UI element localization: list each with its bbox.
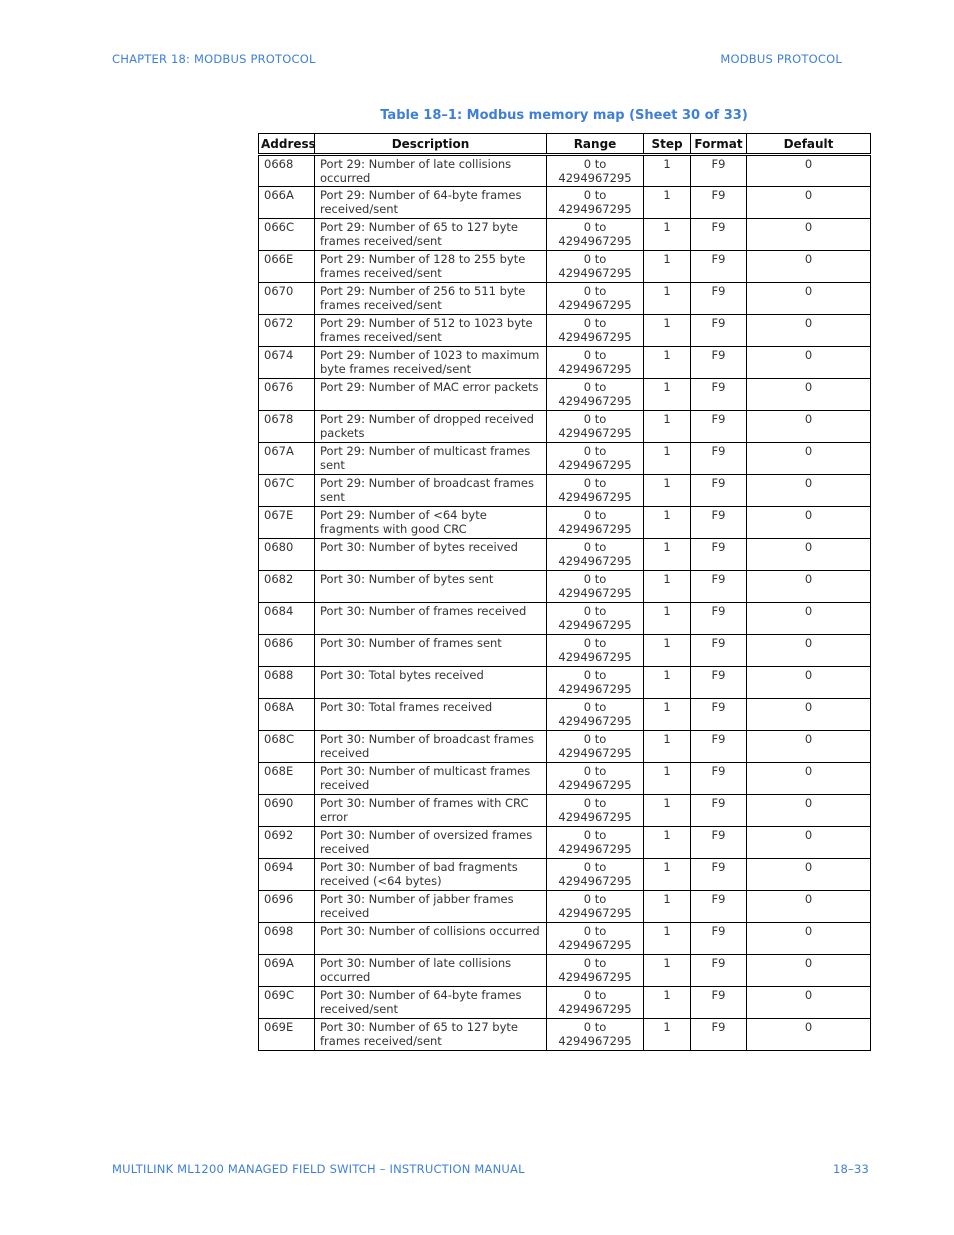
cell-default: 0 (747, 571, 871, 603)
table-row (259, 315, 871, 347)
page-number: 18–33 (832, 1162, 869, 1176)
cell-description: Port 30: Number of collisions occurred (315, 923, 547, 955)
cell-step: 1 (644, 571, 691, 603)
cell-format: F9 (691, 955, 747, 987)
table-header-row (259, 134, 871, 155)
cell-step: 1 (644, 219, 691, 251)
cell-format: F9 (691, 539, 747, 571)
cell-step: 1 (644, 603, 691, 635)
cell-description: Port 29: Number of multicast frames sent (315, 443, 547, 475)
cell-default: 0 (747, 635, 871, 667)
cell-address: 0686 (259, 635, 315, 667)
cell-range: 0 to 4294967295 (547, 411, 644, 443)
cell-default: 0 (747, 699, 871, 731)
cell-address: 0672 (259, 315, 315, 347)
cell-format: F9 (691, 155, 747, 187)
cell-default: 0 (747, 795, 871, 827)
table-row (259, 731, 871, 763)
cell-range: 0 to 4294967295 (547, 155, 644, 187)
cell-description: Port 29: Number of late collisions occurred (315, 155, 547, 187)
cell-address: 0684 (259, 603, 315, 635)
cell-format: F9 (691, 731, 747, 763)
cell-format: F9 (691, 699, 747, 731)
cell-step: 1 (644, 891, 691, 923)
cell-range: 0 to 4294967295 (547, 571, 644, 603)
cell-range: 0 to 4294967295 (547, 795, 644, 827)
cell-address: 066E (259, 251, 315, 283)
cell-step: 1 (644, 955, 691, 987)
table-row (259, 699, 871, 731)
cell-range: 0 to 4294967295 (547, 763, 644, 795)
cell-description: Port 30: Number of multicast frames received (315, 763, 547, 795)
cell-default: 0 (747, 539, 871, 571)
cell-format: F9 (691, 187, 747, 219)
cell-description: Port 30: Number of bad fragments received (<64 bytes) (315, 859, 547, 891)
table-row (259, 891, 871, 923)
cell-format: F9 (691, 827, 747, 859)
table-row (259, 635, 871, 667)
cell-format: F9 (691, 507, 747, 539)
cell-address: 0676 (259, 379, 315, 411)
cell-format: F9 (691, 667, 747, 699)
cell-step: 1 (644, 251, 691, 283)
cell-address: 0694 (259, 859, 315, 891)
cell-address: 067A (259, 443, 315, 475)
cell-description: Port 30: Number of broadcast frames received (315, 731, 547, 763)
cell-address: 067E (259, 507, 315, 539)
column-header-default: Default (747, 134, 871, 155)
table-caption: Table 18–1: Modbus memory map (Sheet 30 of 33) (380, 108, 748, 123)
cell-step: 1 (644, 475, 691, 507)
running-header-chapter: CHAPTER 18: MODBUS PROTOCOL (112, 52, 316, 66)
cell-default: 0 (747, 923, 871, 955)
cell-default: 0 (747, 859, 871, 891)
cell-range: 0 to 4294967295 (547, 987, 644, 1019)
cell-format: F9 (691, 443, 747, 475)
cell-default: 0 (747, 251, 871, 283)
cell-description: Port 30: Number of late collisions occurred (315, 955, 547, 987)
table-row (259, 379, 871, 411)
cell-address: 0696 (259, 891, 315, 923)
cell-step: 1 (644, 411, 691, 443)
cell-range: 0 to 4294967295 (547, 379, 644, 411)
cell-description: Port 29: Number of <64 byte fragments with good CRC (315, 507, 547, 539)
cell-range: 0 to 4294967295 (547, 699, 644, 731)
cell-range: 0 to 4294967295 (547, 315, 644, 347)
cell-default: 0 (747, 379, 871, 411)
cell-step: 1 (644, 315, 691, 347)
cell-default: 0 (747, 411, 871, 443)
cell-format: F9 (691, 411, 747, 443)
table-row (259, 443, 871, 475)
cell-description: Port 29: Number of MAC error packets (315, 379, 547, 411)
cell-format: F9 (691, 603, 747, 635)
cell-range: 0 to 4294967295 (547, 1019, 644, 1051)
cell-format: F9 (691, 635, 747, 667)
cell-default: 0 (747, 1019, 871, 1051)
cell-format: F9 (691, 859, 747, 891)
cell-default: 0 (747, 667, 871, 699)
cell-step: 1 (644, 1019, 691, 1051)
cell-step: 1 (644, 667, 691, 699)
table-row (259, 347, 871, 379)
cell-range: 0 to 4294967295 (547, 891, 644, 923)
cell-step: 1 (644, 347, 691, 379)
cell-description: Port 30: Number of frames with CRC error (315, 795, 547, 827)
cell-format: F9 (691, 347, 747, 379)
cell-default: 0 (747, 443, 871, 475)
cell-step: 1 (644, 731, 691, 763)
cell-description: Port 30: Number of 65 to 127 byte frames received/sent (315, 1019, 547, 1051)
table-row (259, 795, 871, 827)
table-row (259, 539, 871, 571)
column-header-address: Address (259, 134, 315, 155)
cell-format: F9 (691, 315, 747, 347)
column-header-format: Format (691, 134, 747, 155)
table-row (259, 987, 871, 1019)
cell-address: 0698 (259, 923, 315, 955)
cell-range: 0 to 4294967295 (547, 955, 644, 987)
table-row (259, 667, 871, 699)
cell-step: 1 (644, 827, 691, 859)
cell-description: Port 30: Number of bytes sent (315, 571, 547, 603)
cell-format: F9 (691, 283, 747, 315)
cell-address: 0678 (259, 411, 315, 443)
cell-address: 069E (259, 1019, 315, 1051)
cell-description: Port 29: Number of 256 to 511 byte frames received/sent (315, 283, 547, 315)
cell-step: 1 (644, 283, 691, 315)
cell-step: 1 (644, 187, 691, 219)
table-row (259, 475, 871, 507)
cell-step: 1 (644, 763, 691, 795)
column-header-step: Step (644, 134, 691, 155)
cell-range: 0 to 4294967295 (547, 507, 644, 539)
cell-range: 0 to 4294967295 (547, 923, 644, 955)
cell-default: 0 (747, 955, 871, 987)
cell-range: 0 to 4294967295 (547, 539, 644, 571)
cell-range: 0 to 4294967295 (547, 283, 644, 315)
table-row (259, 827, 871, 859)
cell-description: Port 29: Number of 65 to 127 byte frames received/sent (315, 219, 547, 251)
cell-step: 1 (644, 379, 691, 411)
cell-range: 0 to 4294967295 (547, 251, 644, 283)
cell-description: Port 29: Number of 64-byte frames received/sent (315, 187, 547, 219)
table-row (259, 187, 871, 219)
cell-range: 0 to 4294967295 (547, 859, 644, 891)
table-row (259, 251, 871, 283)
table-row (259, 603, 871, 635)
cell-range: 0 to 4294967295 (547, 603, 644, 635)
cell-address: 067C (259, 475, 315, 507)
cell-range: 0 to 4294967295 (547, 827, 644, 859)
table-row (259, 571, 871, 603)
table-body (259, 155, 871, 1051)
cell-address: 066A (259, 187, 315, 219)
cell-address: 0668 (259, 155, 315, 187)
table-row (259, 955, 871, 987)
cell-description: Port 30: Number of bytes received (315, 539, 547, 571)
cell-format: F9 (691, 763, 747, 795)
table-row (259, 859, 871, 891)
cell-description: Port 30: Number of 64-byte frames received/sent (315, 987, 547, 1019)
cell-address: 068A (259, 699, 315, 731)
table-row (259, 763, 871, 795)
cell-description: Port 30: Number of oversized frames received (315, 827, 547, 859)
running-header-section: MODBUS PROTOCOL (720, 52, 842, 66)
cell-address: 069A (259, 955, 315, 987)
cell-step: 1 (644, 155, 691, 187)
cell-description: Port 30: Number of jabber frames received (315, 891, 547, 923)
table-row (259, 923, 871, 955)
cell-default: 0 (747, 315, 871, 347)
cell-description: Port 29: Number of dropped received packets (315, 411, 547, 443)
cell-default: 0 (747, 987, 871, 1019)
cell-description: Port 30: Number of frames sent (315, 635, 547, 667)
cell-step: 1 (644, 443, 691, 475)
cell-step: 1 (644, 923, 691, 955)
cell-address: 0670 (259, 283, 315, 315)
cell-default: 0 (747, 187, 871, 219)
cell-description: Port 29: Number of broadcast frames sent (315, 475, 547, 507)
cell-description: Port 30: Number of frames received (315, 603, 547, 635)
table-row (259, 1019, 871, 1051)
cell-step: 1 (644, 635, 691, 667)
footer-manual-title: MULTILINK ML1200 MANAGED FIELD SWITCH – INSTRUCTION MANUAL (112, 1162, 525, 1176)
cell-format: F9 (691, 923, 747, 955)
table-row (259, 411, 871, 443)
cell-address: 0674 (259, 347, 315, 379)
cell-default: 0 (747, 603, 871, 635)
cell-step: 1 (644, 507, 691, 539)
cell-format: F9 (691, 571, 747, 603)
cell-format: F9 (691, 891, 747, 923)
cell-format: F9 (691, 1019, 747, 1051)
cell-step: 1 (644, 987, 691, 1019)
cell-range: 0 to 4294967295 (547, 475, 644, 507)
cell-format: F9 (691, 795, 747, 827)
cell-step: 1 (644, 859, 691, 891)
cell-description: Port 30: Total bytes received (315, 667, 547, 699)
cell-address: 0682 (259, 571, 315, 603)
cell-default: 0 (747, 283, 871, 315)
table-row (259, 507, 871, 539)
cell-range: 0 to 4294967295 (547, 731, 644, 763)
cell-default: 0 (747, 347, 871, 379)
cell-default: 0 (747, 763, 871, 795)
cell-address: 0690 (259, 795, 315, 827)
cell-description: Port 29: Number of 512 to 1023 byte frames received/sent (315, 315, 547, 347)
cell-range: 0 to 4294967295 (547, 347, 644, 379)
cell-range: 0 to 4294967295 (547, 443, 644, 475)
cell-address: 0680 (259, 539, 315, 571)
cell-description: Port 29: Number of 1023 to maximum byte frames received/sent (315, 347, 547, 379)
modbus-memory-map-table (258, 133, 871, 1051)
cell-range: 0 to 4294967295 (547, 187, 644, 219)
cell-address: 0692 (259, 827, 315, 859)
cell-step: 1 (644, 539, 691, 571)
column-header-description: Description (315, 134, 547, 155)
cell-address: 0688 (259, 667, 315, 699)
cell-step: 1 (644, 795, 691, 827)
cell-default: 0 (747, 475, 871, 507)
cell-default: 0 (747, 827, 871, 859)
cell-default: 0 (747, 155, 871, 187)
table-row (259, 283, 871, 315)
cell-step: 1 (644, 699, 691, 731)
table-row (259, 155, 871, 187)
cell-default: 0 (747, 731, 871, 763)
column-header-range: Range (547, 134, 644, 155)
cell-range: 0 to 4294967295 (547, 219, 644, 251)
cell-description: Port 29: Number of 128 to 255 byte frames received/sent (315, 251, 547, 283)
cell-format: F9 (691, 251, 747, 283)
cell-default: 0 (747, 891, 871, 923)
cell-address: 066C (259, 219, 315, 251)
cell-address: 068E (259, 763, 315, 795)
cell-format: F9 (691, 987, 747, 1019)
cell-range: 0 to 4294967295 (547, 667, 644, 699)
cell-default: 0 (747, 507, 871, 539)
cell-address: 069C (259, 987, 315, 1019)
cell-format: F9 (691, 379, 747, 411)
cell-format: F9 (691, 475, 747, 507)
cell-default: 0 (747, 219, 871, 251)
cell-format: F9 (691, 219, 747, 251)
table-row (259, 219, 871, 251)
cell-address: 068C (259, 731, 315, 763)
cell-description: Port 30: Total frames received (315, 699, 547, 731)
cell-range: 0 to 4294967295 (547, 635, 644, 667)
